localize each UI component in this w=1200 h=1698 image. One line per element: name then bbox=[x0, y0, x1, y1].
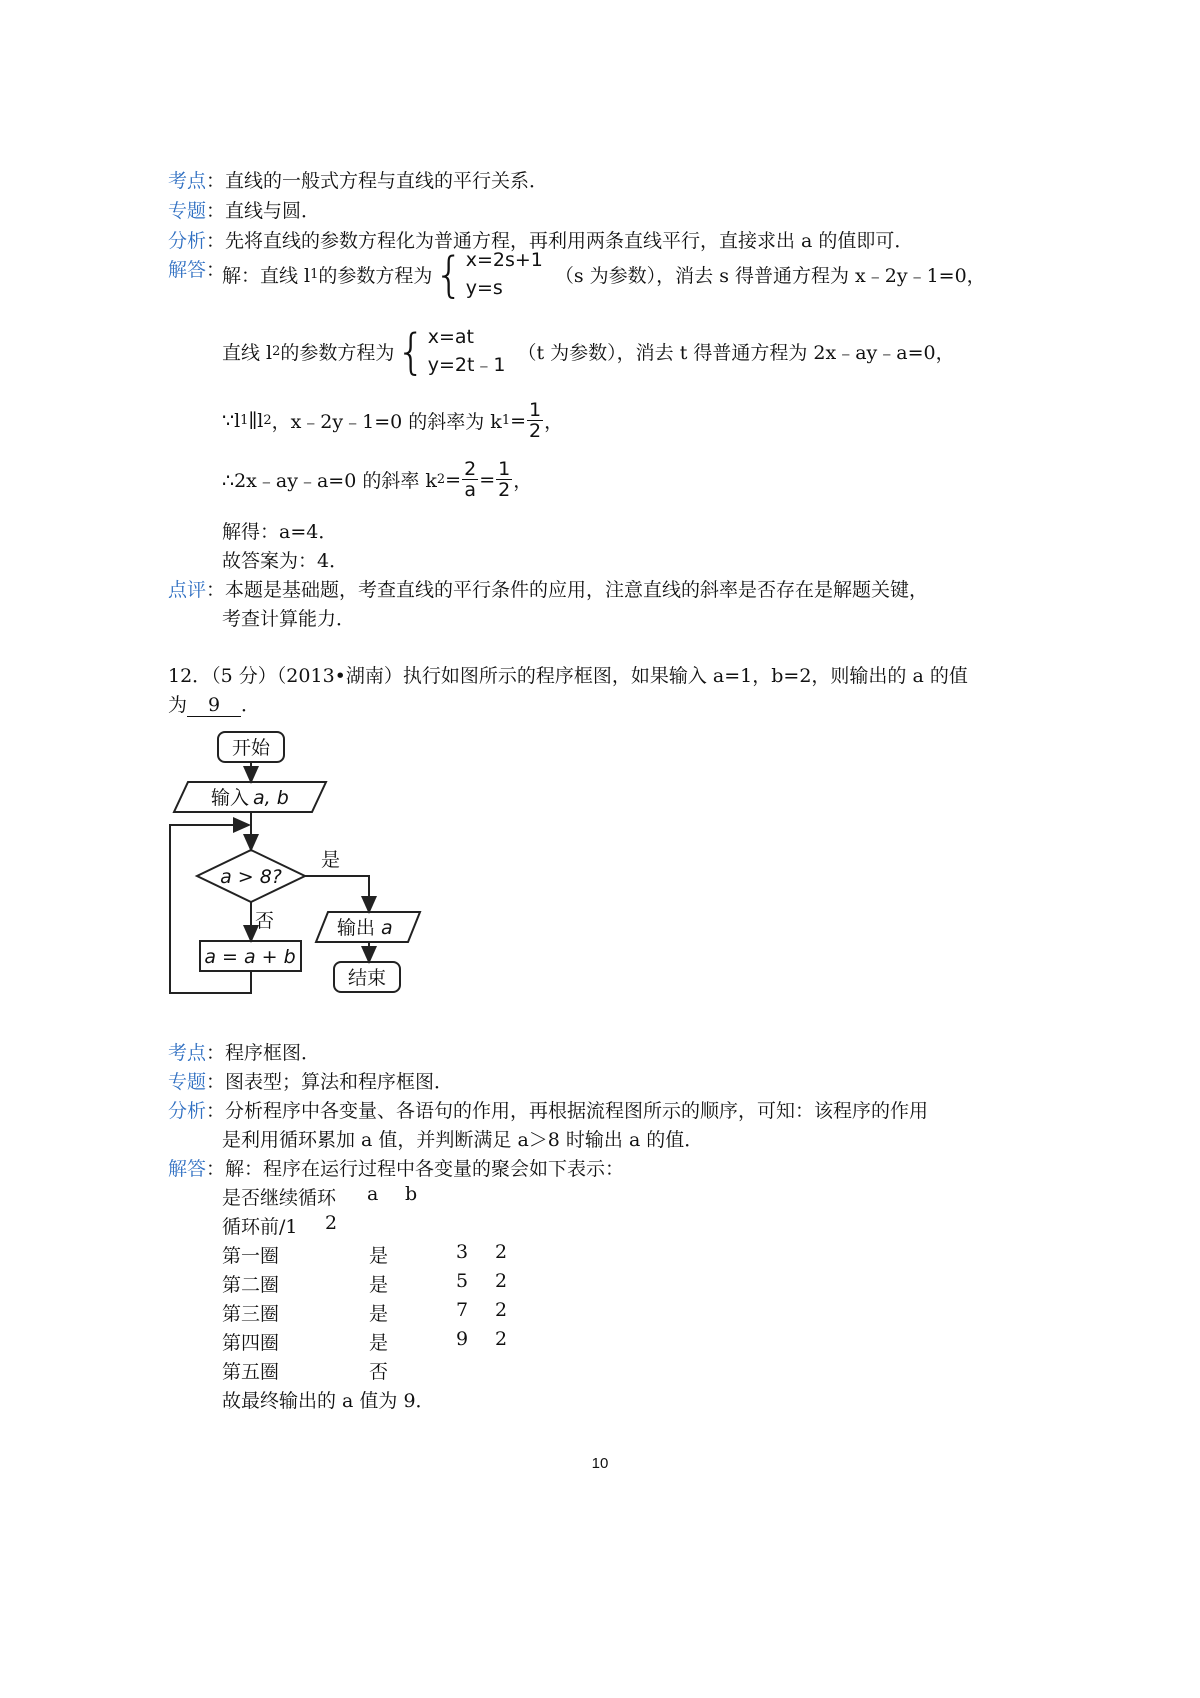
q12-fenxi: 分析：分析程序中各变量、各语句的作用，再根据流程图所示的顺序，可知：该程序的作用 bbox=[168, 1100, 929, 1122]
q11-line2: 直线 l 2 的参数方程为 { x=at y=2t﹣1 （t 为参数），消去 t 得普通方程为 2x﹣ay﹣a=0， bbox=[222, 322, 955, 380]
q12-jieda: 解答：解：程序在运行过程中各变量的聚会如下表示： bbox=[168, 1158, 625, 1180]
flow-no-label: 否 bbox=[255, 910, 275, 932]
table-row: 是 bbox=[369, 1303, 389, 1325]
q11-dianping: 点评：本题是基础题，考查直线的平行条件的应用，注意直线的斜率是否存在是解题关键， bbox=[168, 579, 929, 601]
q11-line6: 故答案为：4． bbox=[222, 550, 349, 572]
fraction-2-over-a: $\frac{2}{a}$ bbox=[464, 458, 477, 501]
q12-stem-line2: 为 9 ． bbox=[168, 694, 261, 716]
table-row: 否 bbox=[369, 1361, 389, 1383]
q11-line1: 解：直线 l 1 的参数方程为 { x=2s+1 y=s （s 为参数），消去 s 得普通方程为 x﹣2y﹣1=0， bbox=[222, 245, 986, 303]
q11-line3: ∵l 1 ∥l 2 ，x﹣2y﹣1=0 的斜率为 k 1 = $\frac{1}{2}$ ， bbox=[222, 399, 564, 442]
flow-input-box bbox=[174, 782, 326, 812]
q11-dianping-cont: 考查计算能力． bbox=[222, 608, 356, 630]
dianping-label: 点评 bbox=[168, 579, 207, 601]
flow-assign-text: a = a + b bbox=[204, 946, 296, 968]
q12-fenxi-cont: 是利用循环累加 a 值，并判断满足 a＞8 时输出 a 的值． bbox=[222, 1129, 704, 1151]
answer-blank: 9 bbox=[187, 694, 241, 717]
table-row: 2 bbox=[495, 1328, 508, 1350]
table-header-cell: a bbox=[367, 1183, 379, 1205]
zhuanti-label: 专题 bbox=[168, 1071, 207, 1093]
q12-stem-line1: 12．（5 分）（2013•湖南）执行如图所示的程序框图，如果输入 a=1，b=2，则输出的 a 的值 bbox=[168, 665, 968, 687]
fenxi-label: 分析 bbox=[168, 230, 207, 252]
flow-input-text: 输入 bbox=[211, 787, 250, 809]
page-number: 10 bbox=[591, 1455, 609, 1472]
table-pre-cell: 2 bbox=[325, 1212, 338, 1234]
q11-line5: 解得：a=4． bbox=[222, 521, 338, 543]
q11-zhuanti: 专题：直线与圆． bbox=[168, 200, 321, 222]
q11-jieda-label: 解答： bbox=[168, 259, 226, 281]
flow-output-var: a bbox=[381, 917, 393, 939]
flow-input-vars: a, b bbox=[253, 787, 289, 809]
table-row: 2 bbox=[495, 1241, 508, 1263]
kaodian-label: 考点 bbox=[168, 170, 207, 192]
q12-kaodian: 考点：程序框图． bbox=[168, 1042, 321, 1064]
q11-fenxi: 分析：先将直线的参数方程化为普通方程，再利用两条直线平行，直接求出 a 的值即可． bbox=[168, 230, 914, 252]
table-row: 是 bbox=[369, 1274, 389, 1296]
param-system-1: { x=2s+1 y=s bbox=[434, 245, 543, 303]
fraction-half: $\frac{1}{2}$ bbox=[529, 399, 542, 442]
table-row: 7 bbox=[456, 1299, 469, 1321]
table-row: 第一圈 bbox=[222, 1245, 280, 1267]
table-header-cell: b bbox=[405, 1183, 418, 1205]
zhuanti-label: 专题 bbox=[168, 200, 207, 222]
table-row: 是 bbox=[369, 1245, 389, 1267]
flow-start-text: 开始 bbox=[231, 737, 271, 759]
table-row: 3 bbox=[456, 1241, 469, 1263]
table-row: 第三圈 bbox=[222, 1303, 280, 1325]
q11-kaodian: 考点：直线的一般式方程与直线的平行关系． bbox=[168, 170, 549, 192]
table-row: 第四圈 bbox=[222, 1332, 280, 1354]
q12-zhuanti: 专题：图表型；算法和程序框图． bbox=[168, 1071, 454, 1093]
jieda-label: 解答 bbox=[168, 1158, 207, 1180]
table-row: 2 bbox=[495, 1299, 508, 1321]
table-header-cell: 是否继续循环 bbox=[222, 1187, 337, 1209]
table-row: 5 bbox=[456, 1270, 469, 1292]
table-row: 是 bbox=[369, 1332, 389, 1354]
flow-yes-label: 是 bbox=[321, 849, 341, 871]
fenxi-label: 分析 bbox=[168, 1100, 207, 1122]
flow-end-text: 结束 bbox=[347, 967, 387, 989]
kaodian-label: 考点 bbox=[168, 1042, 207, 1064]
flow-condition-text: a > 8? bbox=[220, 866, 282, 888]
fraction-1-over-2: $\frac{1}{2}$ bbox=[498, 458, 511, 501]
table-row: 2 bbox=[495, 1270, 508, 1292]
table-row: 第五圈 bbox=[222, 1361, 280, 1383]
table-pre-cell: 循环前/1 bbox=[222, 1216, 298, 1238]
q12-conclusion: 故最终输出的 a 值为 9． bbox=[222, 1390, 435, 1412]
table-row: 第二圈 bbox=[222, 1274, 280, 1296]
param-system-2: { x=at y=2t﹣1 bbox=[396, 322, 506, 380]
table-row: 9 bbox=[456, 1328, 469, 1350]
q11-line4: ∴2x﹣ay﹣a=0 的斜率 k 2 = $\frac{2}{a}$ = $\frac{1}{2}$ ， bbox=[222, 458, 533, 501]
flow-output-text: 输出 bbox=[337, 917, 376, 939]
